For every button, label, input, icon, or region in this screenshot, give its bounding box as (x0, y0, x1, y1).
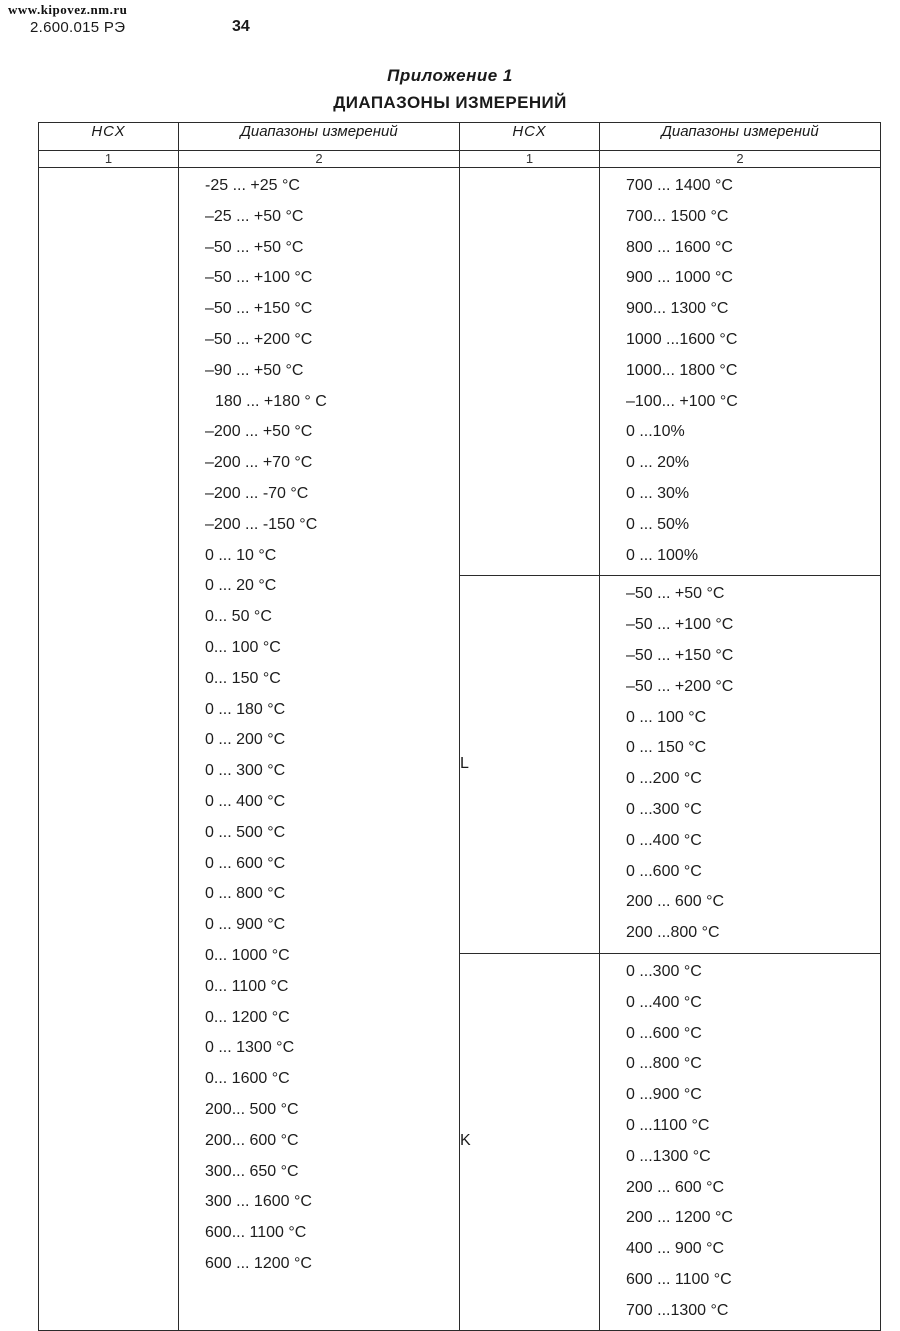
range-item: 0 ...1100 °C (626, 1116, 710, 1134)
range-item: 0 ... 100% (626, 546, 699, 564)
page-number: 34 (232, 18, 250, 35)
appendix-title: Приложение 1 (387, 66, 513, 85)
table-body-row (39, 168, 881, 576)
range-item: 0 ... 200 °C (205, 731, 286, 749)
range-item: –200 ... +50 °C (205, 423, 313, 441)
range-item: –50 ... +50 °C (626, 585, 725, 603)
header-nsx-left: НСХ (39, 123, 179, 151)
range-item: 0 ... 180 °C (205, 700, 286, 718)
range-item: 0 ... 800 °C (205, 885, 286, 903)
range-item: –50 ... +100 °C (205, 269, 313, 287)
range-item: 0 ... 400 °C (205, 792, 286, 810)
range-item: 0 ... 500 °C (205, 823, 286, 841)
range-item: 0... 1200 °C (205, 1008, 290, 1026)
ranges-cell-right-group-1 (600, 168, 881, 576)
range-item: 0 ...10% (626, 423, 685, 441)
range-item: 0 ... 600 °C (205, 854, 286, 872)
range-item: 0 ...300 °C (626, 800, 702, 818)
colnum-ranges-left: 2 (179, 151, 460, 168)
range-item: –200 ... -70 °C (205, 484, 309, 502)
range-item: 0 ...800 °C (626, 1055, 702, 1073)
range-item: –50 ... +50 °C (205, 238, 304, 256)
range-item: 0... 1000 °C (205, 946, 290, 964)
header-ranges-left: Диапазоны измерений (179, 123, 460, 151)
range-item: 0 ...600 °C (626, 1024, 702, 1042)
ranges-cell-right-group-2 (600, 576, 881, 954)
colnum-nsx-right: 1 (460, 151, 600, 168)
ranges-list-right-3 (600, 957, 880, 1327)
range-item: –200 ... +70 °C (205, 454, 313, 472)
ranges-list-left (179, 171, 459, 1280)
range-item: 0 ...300 °C (626, 962, 702, 980)
range-item: 200... 500 °C (205, 1100, 299, 1118)
colnum-ranges-right: 2 (600, 151, 881, 168)
range-item: 700 ... 1400 °C (626, 177, 733, 194)
range-item: 0 ... 30% (626, 484, 690, 502)
range-item: 0 ... 100 °C (626, 708, 707, 726)
range-item: 900 ... 1000 °C (626, 269, 733, 287)
range-item: 0 ...200 °C (626, 770, 702, 788)
range-item: 600... 1100 °C (205, 1224, 307, 1242)
range-item: 400 ... 900 °C (626, 1240, 725, 1258)
nsx-cell-right-group-3 (460, 953, 600, 1331)
range-item: 300... 650 °C (205, 1162, 299, 1180)
range-item: –50 ... +100 °C (626, 616, 734, 634)
ranges-list-right-1 (600, 171, 880, 571)
table-column-number-row (39, 151, 881, 168)
range-item: 900... 1300 °C (626, 300, 729, 318)
range-item: 0... 100 °C (205, 638, 281, 656)
range-item: 0... 1100 °C (205, 977, 289, 995)
header-ranges-right: Диапазоны измерений (600, 123, 881, 151)
range-item: 0 ... 20 °C (205, 577, 277, 595)
nsx-label-right-2: L (460, 754, 469, 772)
range-item: –90 ... +50 °C (205, 361, 304, 379)
watermark-url: www.kipovez.nm.ru (8, 2, 128, 17)
range-item: 0 ...1300 °C (626, 1147, 711, 1165)
range-item: 1000 ...1600 °C (626, 330, 738, 348)
ranges-cell-left (179, 168, 460, 1331)
range-item: 0... 1600 °C (205, 1070, 290, 1088)
range-item: 0 ... 10 °C (205, 546, 277, 564)
range-item: 200... 600 °C (205, 1131, 299, 1149)
range-item: 0... 50 °C (205, 608, 272, 626)
document-code: 2.600.015 РЭ (30, 19, 126, 36)
nsx-label-right-3: K (460, 1132, 471, 1150)
range-item: 800 ... 1600 °C (626, 238, 733, 256)
range-item: –25 ... +50 °C (205, 207, 304, 225)
range-item: 0 ... 900 °C (205, 916, 286, 934)
range-item: 200 ... 1200 °C (626, 1209, 733, 1227)
range-item: 0 ... 50% (626, 515, 690, 533)
range-item: 600 ... 1100 °C (626, 1270, 732, 1288)
range-item: –50 ... +150 °C (205, 300, 313, 318)
range-item: 200 ... 600 °C (626, 1178, 725, 1196)
range-item: 0 ... 1300 °C (205, 1039, 295, 1057)
nsx-cell-left (39, 168, 179, 1331)
range-item: 0 ... 300 °C (205, 762, 286, 780)
range-item: –50 ... +200 °C (205, 330, 313, 348)
range-item: 600 ... 1200 °C (205, 1254, 312, 1272)
range-item: 0 ... 20% (626, 454, 690, 472)
range-item: 0 ...400 °C (626, 993, 702, 1011)
measurement-ranges-table (38, 122, 881, 1331)
range-item: –50 ... +150 °C (626, 646, 734, 664)
range-item: 0 ... 150 °C (626, 739, 707, 757)
range-item: 0... 150 °C (205, 669, 281, 687)
range-item: –200 ... -150 °C (205, 515, 318, 533)
range-item: 180 ... +180 ° C (215, 392, 327, 410)
nsx-cell-right-group-1 (460, 168, 600, 576)
table-header-row (39, 123, 881, 151)
range-item: 700... 1500 °C (626, 207, 729, 225)
nsx-cell-right-group-2 (460, 576, 600, 954)
range-item: 200 ...800 °C (626, 924, 720, 942)
colnum-nsx-left: 1 (39, 151, 179, 168)
range-item: 200 ... 600 °C (626, 893, 725, 911)
range-item: 1000... 1800 °C (626, 361, 738, 379)
range-item: 0 ...600 °C (626, 862, 702, 880)
range-item: –100... +100 °C (626, 392, 738, 410)
ranges-cell-right-group-3 (600, 953, 881, 1331)
header-nsx-right: НСХ (460, 123, 600, 151)
range-item: –50 ... +200 °C (626, 677, 734, 695)
range-item: 0 ...400 °C (626, 831, 702, 849)
range-item: 0 ...900 °C (626, 1086, 702, 1104)
range-item: 300 ... 1600 °C (205, 1193, 312, 1211)
ranges-list-right-2 (600, 579, 880, 949)
range-item: -25 ... +25 °C (205, 177, 300, 194)
range-item: 700 ...1300 °C (626, 1301, 729, 1319)
section-title: ДИАПАЗОНЫ ИЗМЕРЕНИЙ (333, 93, 567, 112)
